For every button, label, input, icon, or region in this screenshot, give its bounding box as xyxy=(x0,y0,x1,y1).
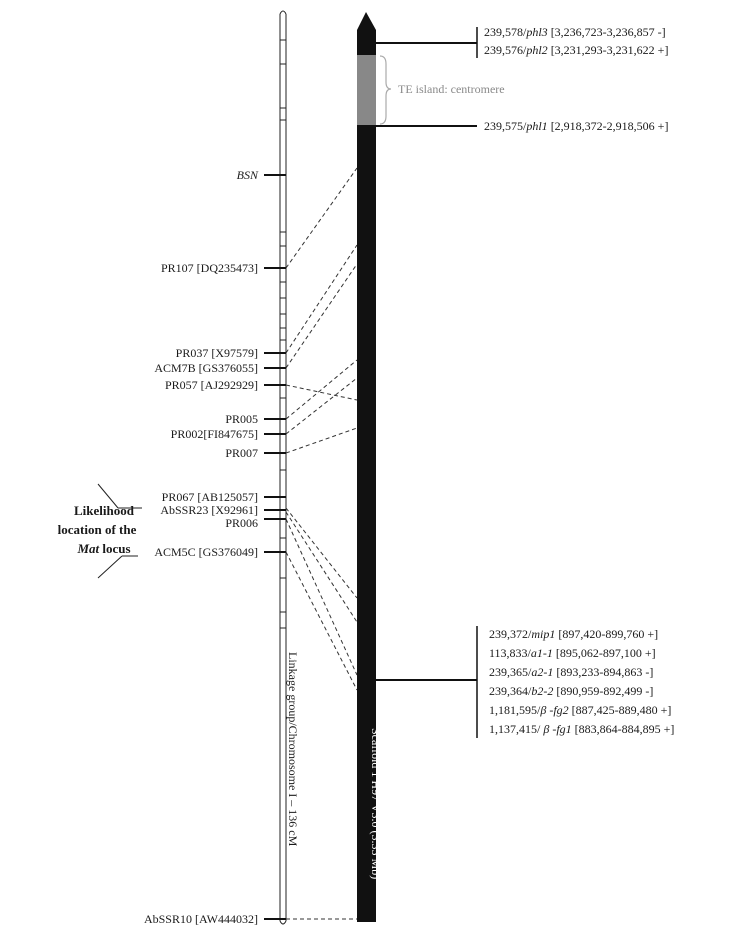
gene-callout-top xyxy=(376,25,668,58)
gene-name-bfg2: β -fg2 xyxy=(540,703,569,717)
link-line-pr005 xyxy=(286,360,357,419)
link-line-pr007 xyxy=(286,428,357,453)
gene-label-bfg1 xyxy=(489,722,674,736)
gene-id-phl1: 239,575/ xyxy=(484,119,527,133)
linkage-group-bottom-cap xyxy=(280,921,286,924)
gene-name-bfg1: β -fg1 xyxy=(543,722,572,736)
gene-name-a1-1: a1-1 xyxy=(530,646,553,660)
marker-labels xyxy=(144,168,259,926)
linkage-group-axis-label: Linkage group/Chromosome I – 136 cM xyxy=(286,652,300,847)
gene-name-phl3: phl3 xyxy=(526,25,548,39)
gene-callout-bottom xyxy=(376,626,674,738)
scaffold-label: Scaffold 1 H97 V3.0 (3.35 Mb) xyxy=(369,728,383,880)
gene-coords-bfg2: [887,425-889,480 +] xyxy=(568,703,672,717)
gene-name-phl2: phl2 xyxy=(526,43,548,57)
link-line-pr002 xyxy=(286,378,357,434)
scaffold-arrow-tip xyxy=(357,12,376,30)
link-line-pr107 xyxy=(286,168,357,268)
marker-label-pr037: PR037 [X97579] xyxy=(175,346,258,360)
gene-coords-a1-1: [895,062-897,100 +] xyxy=(552,646,656,660)
gene-name-b2-2: b2-2 xyxy=(531,684,554,698)
minor-ticks xyxy=(280,40,286,628)
link-line-pr057 xyxy=(286,385,357,400)
gene-name-mip1: mip1 xyxy=(531,627,556,641)
link-line-acm7b xyxy=(286,264,357,368)
marker-ticks xyxy=(264,175,286,919)
gene-id-a1-1: 113,833/ xyxy=(489,646,531,660)
mat-label-rest: locus xyxy=(99,541,131,556)
gene-label-phl2 xyxy=(484,43,668,57)
gene-id-bfg1: 1,137,415/ xyxy=(489,722,544,736)
mat-label-line2: location of the xyxy=(57,522,137,537)
te-island-annotation xyxy=(380,56,505,124)
gene-coords-b2-2: [890,959-892,499 -] xyxy=(553,684,654,698)
gene-name-a2-1: a2-1 xyxy=(531,665,554,679)
marker-label-pr002: PR002[FI847675] xyxy=(170,427,258,441)
mat-locus-annotation xyxy=(58,484,142,578)
gene-id-mip1: 239,372/ xyxy=(489,627,532,641)
gene-coords-phl2: [3,231,293-3,231,622 +] xyxy=(547,43,669,57)
gene-coords-phl3: [3,236,723-3,236,857 -] xyxy=(547,25,666,39)
gene-id-b2-2: 239,364/ xyxy=(489,684,532,698)
marker-label-acm7b: ACM7B [GS376055] xyxy=(154,361,258,375)
mat-label-italic: Mat xyxy=(77,541,100,556)
link-line-pr067 xyxy=(286,508,357,598)
te-island-region xyxy=(357,55,376,125)
marker-label-abssr23: AbSSR23 [X92961] xyxy=(160,503,258,517)
gene-coords-bfg1: [883,864-884,895 +] xyxy=(571,722,675,736)
gene-id-phl2: 239,576/ xyxy=(484,43,527,57)
marker-label-abssr10: AbSSR10 [AW444032] xyxy=(143,912,258,926)
te-island-bracket xyxy=(380,56,391,124)
te-island-label: TE island: centromere xyxy=(398,82,505,96)
marker-label-pr067: PR067 [AB125057] xyxy=(161,490,258,504)
mat-label-line1: Likelihood xyxy=(74,503,134,518)
gene-coords-mip1: [897,420-899,760 +] xyxy=(555,627,659,641)
gene-label-mip1 xyxy=(489,627,658,641)
marker-label-acm5c: ACM5C [GS376049] xyxy=(154,545,258,559)
gene-label-bfg2 xyxy=(489,703,671,717)
gene-coords-a2-1: [893,233-894,863 -] xyxy=(553,665,654,679)
marker-label-pr006: PR006 xyxy=(225,516,258,530)
gene-label-a2-1 xyxy=(489,665,653,679)
gene-id-bfg2: 1,181,595/ xyxy=(489,703,541,717)
marker-label-pr107: PR107 [DQ235473] xyxy=(160,261,258,275)
link-line-pr037 xyxy=(286,245,357,353)
link-line-abssr23 xyxy=(286,512,357,622)
gene-label-phl3 xyxy=(484,25,666,39)
gene-coords-phl1: [2,918,372-2,918,506 +] xyxy=(547,119,669,133)
gene-name-phl1: phl1 xyxy=(526,119,548,133)
linkage-group-top-cap xyxy=(280,11,286,14)
marker-label-pr057: PR057 [AJ292929] xyxy=(164,378,258,392)
gene-id-phl3: 239,578/ xyxy=(484,25,527,39)
scaffold xyxy=(357,12,383,922)
gene-id-a2-1: 239,365/ xyxy=(489,665,532,679)
gene-label-b2-2 xyxy=(489,684,653,698)
marker-label-pr007: PR007 xyxy=(225,446,258,460)
gene-callout-mid xyxy=(376,119,668,133)
gene-label-phl1 xyxy=(484,119,668,133)
marker-label-bsn: BSN xyxy=(236,168,258,182)
mat-label-line3 xyxy=(76,541,130,556)
mat-pointer-bottom xyxy=(98,556,122,578)
gene-label-a1-1 xyxy=(489,646,656,660)
linkage-group xyxy=(144,11,300,926)
marker-label-pr005: PR005 xyxy=(225,412,258,426)
